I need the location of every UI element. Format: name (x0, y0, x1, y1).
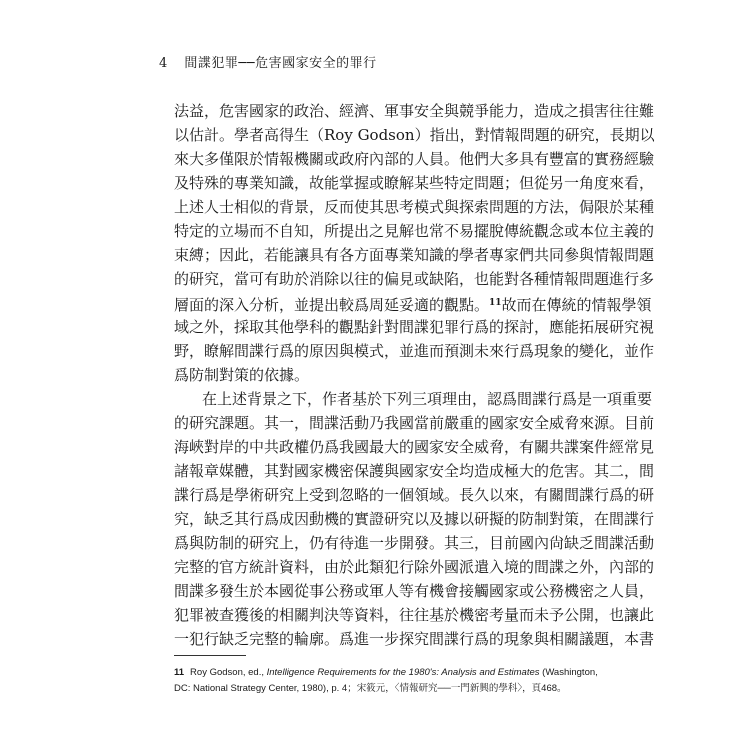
body-line: 諸報章媒體，其對國家機密保護與國家安全均造成極大的危害。其二，間 (174, 462, 655, 480)
chapter-title: 間諜犯罪──危害國家安全的罪行 (184, 56, 377, 71)
body-line: 的研究，當可有助於消除以往的偏見或缺陷，也能對各種情報問題進行多 (174, 270, 655, 288)
body-line: 域之外，採取其他學科的觀點針對間諜犯罪行爲的探討，應能拓展研究視 (174, 318, 655, 336)
body-line: 完整的官方統計資料，由於此類犯行除外國派遣入境的間諜之外，內部的 (174, 558, 655, 576)
body-line: 特定的立場而不自知，所提出之見解也常不易擺脫傳統觀念或本位主義的 (174, 222, 655, 240)
footnote-line-2: DC: National Strategy Center, 1980), p. 4；宋筱元，〈情報研究──一門新興的學科〉，頁468。 (174, 683, 567, 694)
body-line: 法益，危害國家的政治、經濟、軍事安全與競爭能力，造成之損害往往難 (174, 102, 655, 120)
body-line (174, 293, 652, 315)
body-line: 間諜多發生於本國從事公務或軍人等有機會接觸國家或公務機密之人員， (174, 582, 655, 600)
running-header (159, 52, 377, 71)
footnote-author: Roy Godson, ed., (190, 667, 267, 678)
footnote-number: 11 (174, 667, 185, 678)
footnote-marker: 11 (489, 298, 502, 308)
body-line: 上述人士相似的背景，反而使其思考模式與探索問題的方法，侷限於某種 (174, 198, 655, 216)
body-line: 爲與防制的研究上，仍有待進一步開發。其三，目前國內尙缺乏間諜活動 (174, 534, 655, 552)
body-line: 的研究課題。其一，間諜活動乃我國當前嚴重的國家安全威脅來源。目前 (174, 414, 655, 432)
body-line: 野，瞭解間諜行爲的原因與模式，並進而預測未來行爲現象的變化，並作 (174, 342, 655, 360)
footnote-book-title: Intelligence Requirements for the 1980's: Analysis and Estimates (266, 667, 540, 678)
body-line: 及特殊的專業知識，故能掌握或瞭解某些特定問題；但從另一角度來看， (174, 174, 655, 192)
body-line: 束縛；因此，若能讓具有各方面專業知識的學者專家們共同參與情報問題 (174, 246, 655, 264)
body-line-text: 層面的深入分析，並提出較爲周延妥適的觀點。 (174, 296, 490, 314)
body-line: 以估計。學者高得生（Roy Godson）指出，對情報問題的研究，長期以 (174, 126, 655, 144)
footnote-publisher: (Washington, (539, 667, 598, 678)
body-line: 諜行爲是學術研究上受到忽略的一個領域。長久以來，有關間諜行爲的研 (174, 486, 655, 504)
body-line-continuation: 故而在傳統的情報學領 (501, 296, 652, 314)
body-line: 一犯行缺乏完整的輪廓。爲進一步探究間諜行爲的現象與相關議題，本書 (174, 630, 655, 648)
body-line: 犯罪被查獲後的相關判決等資料，往往基於機密考量而未予公開，也讓此 (174, 606, 655, 624)
footnote-divider (174, 655, 246, 656)
body-line: 海峽對岸的中共政權仍爲我國最大的國家安全威脅，有關共諜案件經常見 (174, 438, 655, 456)
body-line: 究，缺乏其行爲成因動機的實證研究以及據以研擬的防制對策，在間諜行 (174, 510, 655, 528)
paragraph-start-line: 在上述背景之下，作者基於下列三項理由，認爲間諜行爲是一項重要 (202, 390, 653, 408)
body-line: 來大多僅限於情報機關或政府內部的人員。他們大多具有豐富的實務經驗 (174, 150, 655, 168)
footnote-line-1 (174, 665, 598, 680)
page-number: 4 (159, 56, 168, 71)
body-line: 爲防制對策的依據。 (174, 366, 310, 384)
